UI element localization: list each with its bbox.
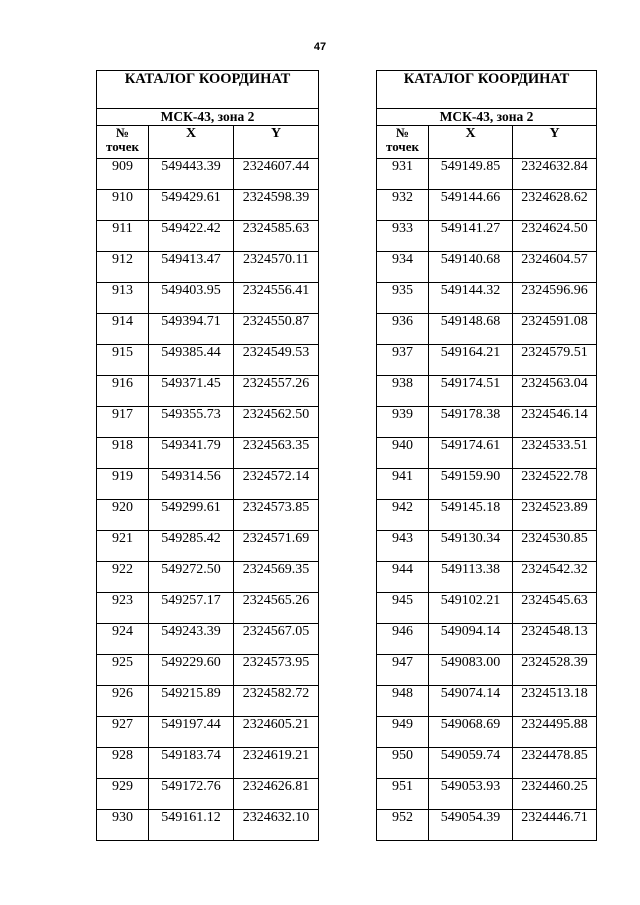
- y-coordinate-cell: 2324572.14: [234, 469, 319, 500]
- column-header-point-number: [97, 126, 149, 159]
- table-row: [377, 500, 597, 531]
- x-coordinate-cell: 549243.39: [149, 624, 234, 655]
- column-header-x: X: [149, 126, 234, 159]
- x-coordinate-cell: 549113.38: [429, 562, 513, 593]
- y-coordinate-cell: 2324460.25: [513, 779, 597, 810]
- column-header-y: Y: [513, 126, 597, 159]
- point-number-cell: 947: [377, 655, 429, 686]
- y-coordinate-cell: 2324563.35: [234, 438, 319, 469]
- x-coordinate-cell: 549144.66: [429, 190, 513, 221]
- table-row: [377, 624, 597, 655]
- point-number-cell: 931: [377, 159, 429, 190]
- y-coordinate-cell: 2324605.21: [234, 717, 319, 748]
- y-coordinate-cell: 2324626.81: [234, 779, 319, 810]
- point-number-cell: 948: [377, 686, 429, 717]
- x-coordinate-cell: 549178.38: [429, 407, 513, 438]
- y-coordinate-cell: 2324604.57: [513, 252, 597, 283]
- y-coordinate-cell: 2324565.26: [234, 593, 319, 624]
- point-number-cell: 920: [97, 500, 149, 531]
- x-coordinate-cell: 549394.71: [149, 314, 234, 345]
- table-row: [377, 283, 597, 314]
- table-subtitle: МСК-43, зона 2: [377, 109, 597, 126]
- point-number-cell: 952: [377, 810, 429, 841]
- coordinate-catalog-table-right: [376, 70, 597, 841]
- table-row: [97, 469, 319, 500]
- y-coordinate-cell: 2324579.51: [513, 345, 597, 376]
- x-coordinate-cell: 549074.14: [429, 686, 513, 717]
- table-row: [377, 748, 597, 779]
- point-number-cell: 916: [97, 376, 149, 407]
- point-number-cell: 946: [377, 624, 429, 655]
- x-coordinate-cell: 549068.69: [429, 717, 513, 748]
- x-coordinate-cell: 549413.47: [149, 252, 234, 283]
- table-row: [97, 593, 319, 624]
- x-coordinate-cell: 549059.74: [429, 748, 513, 779]
- table-row: [377, 314, 597, 345]
- column-header-x: X: [429, 126, 513, 159]
- x-coordinate-cell: 549355.73: [149, 407, 234, 438]
- x-coordinate-cell: 549094.14: [429, 624, 513, 655]
- table-row: [97, 159, 319, 190]
- point-number-cell: 911: [97, 221, 149, 252]
- y-coordinate-cell: 2324557.26: [234, 376, 319, 407]
- point-number-cell: 928: [97, 748, 149, 779]
- table-row: [377, 469, 597, 500]
- point-number-cell: 913: [97, 283, 149, 314]
- x-coordinate-cell: 549161.12: [149, 810, 234, 841]
- table-row: [97, 748, 319, 779]
- table-row: [97, 252, 319, 283]
- y-coordinate-cell: 2324628.62: [513, 190, 597, 221]
- column-header-point-number: [377, 126, 429, 159]
- point-number-cell: 910: [97, 190, 149, 221]
- point-number-cell: 950: [377, 748, 429, 779]
- point-number-cell: 915: [97, 345, 149, 376]
- table-row: [377, 562, 597, 593]
- table-row: [377, 810, 597, 841]
- table-body: [377, 159, 597, 841]
- point-number-cell: 929: [97, 779, 149, 810]
- x-coordinate-cell: 549102.21: [429, 593, 513, 624]
- y-coordinate-cell: 2324549.53: [234, 345, 319, 376]
- point-number-cell: 934: [377, 252, 429, 283]
- table-row: [97, 562, 319, 593]
- x-coordinate-cell: 549172.76: [149, 779, 234, 810]
- x-coordinate-cell: 549371.45: [149, 376, 234, 407]
- x-coordinate-cell: 549144.32: [429, 283, 513, 314]
- point-number-cell: 936: [377, 314, 429, 345]
- y-coordinate-cell: 2324523.89: [513, 500, 597, 531]
- point-number-cell: 922: [97, 562, 149, 593]
- y-coordinate-cell: 2324528.39: [513, 655, 597, 686]
- x-coordinate-cell: 549385.44: [149, 345, 234, 376]
- table-row: [377, 655, 597, 686]
- y-coordinate-cell: 2324573.95: [234, 655, 319, 686]
- point-number-cell: 945: [377, 593, 429, 624]
- table-row: [377, 345, 597, 376]
- table-row: [97, 438, 319, 469]
- x-coordinate-cell: 549229.60: [149, 655, 234, 686]
- y-coordinate-cell: 2324522.78: [513, 469, 597, 500]
- point-number-cell: 923: [97, 593, 149, 624]
- table-row: [97, 810, 319, 841]
- point-number-cell: 927: [97, 717, 149, 748]
- point-number-cell: 925: [97, 655, 149, 686]
- y-coordinate-cell: 2324548.13: [513, 624, 597, 655]
- y-coordinate-cell: 2324446.71: [513, 810, 597, 841]
- y-coordinate-cell: 2324573.85: [234, 500, 319, 531]
- number-symbol: №: [115, 125, 130, 140]
- y-coordinate-cell: 2324624.50: [513, 221, 597, 252]
- x-coordinate-cell: 549422.42: [149, 221, 234, 252]
- x-coordinate-cell: 549145.18: [429, 500, 513, 531]
- y-coordinate-cell: 2324619.21: [234, 748, 319, 779]
- point-number-cell: 942: [377, 500, 429, 531]
- point-number-cell: 939: [377, 407, 429, 438]
- table-row: [97, 221, 319, 252]
- x-coordinate-cell: 549130.34: [429, 531, 513, 562]
- table-row: [97, 407, 319, 438]
- x-coordinate-cell: 549174.61: [429, 438, 513, 469]
- x-coordinate-cell: 549149.85: [429, 159, 513, 190]
- y-coordinate-cell: 2324567.05: [234, 624, 319, 655]
- number-symbol: №: [395, 125, 410, 140]
- point-number-cell: 924: [97, 624, 149, 655]
- x-coordinate-cell: 549083.00: [429, 655, 513, 686]
- x-coordinate-cell: 549215.89: [149, 686, 234, 717]
- table-row: [97, 376, 319, 407]
- table-row: [377, 438, 597, 469]
- y-coordinate-cell: 2324632.10: [234, 810, 319, 841]
- page-number: 47: [313, 41, 327, 53]
- table-row: [97, 314, 319, 345]
- x-coordinate-cell: 549299.61: [149, 500, 234, 531]
- table-row: [377, 407, 597, 438]
- y-coordinate-cell: 2324530.85: [513, 531, 597, 562]
- y-coordinate-cell: 2324591.08: [513, 314, 597, 345]
- y-coordinate-cell: 2324513.18: [513, 686, 597, 717]
- table-row: [97, 624, 319, 655]
- table-row: [97, 717, 319, 748]
- x-coordinate-cell: 549429.61: [149, 190, 234, 221]
- x-coordinate-cell: 549183.74: [149, 748, 234, 779]
- table-row: [97, 779, 319, 810]
- x-coordinate-cell: 549054.39: [429, 810, 513, 841]
- point-number-cell: 918: [97, 438, 149, 469]
- point-number-cell: 949: [377, 717, 429, 748]
- y-coordinate-cell: 2324545.63: [513, 593, 597, 624]
- y-coordinate-cell: 2324607.44: [234, 159, 319, 190]
- point-number-cell: 917: [97, 407, 149, 438]
- point-number-cell: 914: [97, 314, 149, 345]
- y-coordinate-cell: 2324571.69: [234, 531, 319, 562]
- point-number-cell: 937: [377, 345, 429, 376]
- y-coordinate-cell: 2324533.51: [513, 438, 597, 469]
- table-row: [377, 686, 597, 717]
- y-coordinate-cell: 2324585.63: [234, 221, 319, 252]
- table-row: [97, 283, 319, 314]
- point-number-cell: 943: [377, 531, 429, 562]
- x-coordinate-cell: 549174.51: [429, 376, 513, 407]
- y-coordinate-cell: 2324478.85: [513, 748, 597, 779]
- table-row: [377, 252, 597, 283]
- x-coordinate-cell: 549141.27: [429, 221, 513, 252]
- y-coordinate-cell: 2324542.32: [513, 562, 597, 593]
- point-number-cell: 951: [377, 779, 429, 810]
- point-number-cell: 941: [377, 469, 429, 500]
- table-row: [377, 531, 597, 562]
- x-coordinate-cell: 549148.68: [429, 314, 513, 345]
- y-coordinate-cell: 2324632.84: [513, 159, 597, 190]
- point-number-cell: 932: [377, 190, 429, 221]
- x-coordinate-cell: 549053.93: [429, 779, 513, 810]
- column-header-y: Y: [234, 126, 319, 159]
- table-body: [97, 159, 319, 841]
- y-coordinate-cell: 2324563.04: [513, 376, 597, 407]
- coordinate-catalog-table-left: [96, 70, 319, 841]
- x-coordinate-cell: 549159.90: [429, 469, 513, 500]
- table-row: [97, 500, 319, 531]
- point-number-cell: 940: [377, 438, 429, 469]
- point-number-cell: 935: [377, 283, 429, 314]
- table-row: [377, 159, 597, 190]
- x-coordinate-cell: 549443.39: [149, 159, 234, 190]
- point-number-cell: 912: [97, 252, 149, 283]
- point-number-cell: 921: [97, 531, 149, 562]
- y-coordinate-cell: 2324596.96: [513, 283, 597, 314]
- y-coordinate-cell: 2324546.14: [513, 407, 597, 438]
- point-number-cell: 926: [97, 686, 149, 717]
- x-coordinate-cell: 549285.42: [149, 531, 234, 562]
- point-number-cell: 944: [377, 562, 429, 593]
- table-row: [377, 779, 597, 810]
- point-label: точек: [386, 139, 419, 154]
- table-title: КАТАЛОГ КООРДИНАТ: [97, 71, 319, 109]
- point-number-cell: 938: [377, 376, 429, 407]
- x-coordinate-cell: 549403.95: [149, 283, 234, 314]
- table-row: [97, 686, 319, 717]
- point-number-cell: 933: [377, 221, 429, 252]
- y-coordinate-cell: 2324598.39: [234, 190, 319, 221]
- table-row: [377, 376, 597, 407]
- x-coordinate-cell: 549272.50: [149, 562, 234, 593]
- y-coordinate-cell: 2324569.35: [234, 562, 319, 593]
- y-coordinate-cell: 2324562.50: [234, 407, 319, 438]
- table-row: [97, 190, 319, 221]
- point-number-cell: 919: [97, 469, 149, 500]
- y-coordinate-cell: 2324570.11: [234, 252, 319, 283]
- table-subtitle: МСК-43, зона 2: [97, 109, 319, 126]
- table-row: [377, 221, 597, 252]
- point-label: точек: [106, 139, 139, 154]
- x-coordinate-cell: 549341.79: [149, 438, 234, 469]
- y-coordinate-cell: 2324556.41: [234, 283, 319, 314]
- table-row: [377, 190, 597, 221]
- x-coordinate-cell: 549164.21: [429, 345, 513, 376]
- table-title: КАТАЛОГ КООРДИНАТ: [377, 71, 597, 109]
- table-row: [97, 655, 319, 686]
- point-number-cell: 909: [97, 159, 149, 190]
- table-row: [97, 531, 319, 562]
- y-coordinate-cell: 2324495.88: [513, 717, 597, 748]
- x-coordinate-cell: 549257.17: [149, 593, 234, 624]
- table-row: [377, 593, 597, 624]
- x-coordinate-cell: 549140.68: [429, 252, 513, 283]
- x-coordinate-cell: 549314.56: [149, 469, 234, 500]
- x-coordinate-cell: 549197.44: [149, 717, 234, 748]
- point-number-cell: 930: [97, 810, 149, 841]
- y-coordinate-cell: 2324582.72: [234, 686, 319, 717]
- table-row: [377, 717, 597, 748]
- y-coordinate-cell: 2324550.87: [234, 314, 319, 345]
- table-row: [97, 345, 319, 376]
